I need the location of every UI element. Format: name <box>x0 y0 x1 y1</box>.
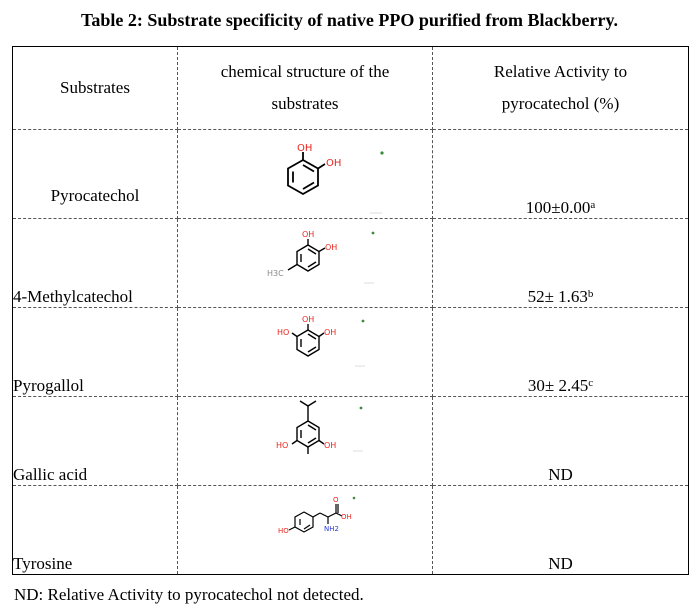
marker-dot <box>372 232 375 235</box>
chemical-structure-gallic-acid <box>178 397 433 486</box>
hydroxyl-label: OH <box>297 143 313 154</box>
marker-dot <box>362 320 365 323</box>
chemical-structure-pyrogallol <box>178 308 433 397</box>
methyl-label: H3C <box>267 269 284 278</box>
chemical-structure-4-methylcatechol <box>178 219 433 308</box>
substrate-name: Tyrosine <box>13 486 178 575</box>
table-header-row <box>13 47 689 130</box>
relative-activity: 30± 2.45$^c$ <box>433 308 689 397</box>
substrate-name: 4-Methylcatechol <box>13 219 178 308</box>
table-row <box>13 308 689 397</box>
hydroxyl-label: OH <box>325 243 338 252</box>
substrate-name: Gallic acid <box>13 397 178 486</box>
table-row <box>13 130 689 219</box>
substrate-table <box>12 46 689 575</box>
marker-dot <box>360 407 363 410</box>
hydroxyl-label: OH <box>324 441 337 450</box>
header-substrates: Substrates <box>13 47 178 130</box>
table-footnote: ND: Relative Activity to pyrocatechol not detected. <box>14 585 364 604</box>
table-caption: Table 2: Substrate specificity of native PPO purified from Blackberry. <box>81 10 618 30</box>
hydroxyl-label: OH <box>324 328 337 337</box>
relative-activity: 52± 1.63$^b$ <box>433 219 689 308</box>
chemical-structure-pyrocatechol <box>178 130 433 219</box>
gallic-acid-structure-drawing <box>178 397 433 486</box>
hydroxyl-label: OH <box>326 158 342 169</box>
table-row <box>13 486 689 575</box>
hydroxyl-label: OH <box>341 513 352 521</box>
table-row <box>13 397 689 486</box>
substrate-name: Pyrocatechol <box>13 130 178 219</box>
table-row <box>13 219 689 308</box>
hydroxyl-label: HO <box>278 527 289 535</box>
relative-activity: ND <box>433 397 689 486</box>
amine-label: NH2 <box>324 525 339 533</box>
hydroxyl-label: OH <box>302 315 315 324</box>
hydroxyl-label: OH <box>302 230 315 239</box>
chemical-structure-tyrosine <box>178 486 433 575</box>
pyrogallol-structure-drawing <box>178 308 433 397</box>
hydroxyl-label: HO <box>277 328 290 337</box>
header-activity: Relative Activity to pyrocatechol (%) <box>433 47 689 130</box>
relative-activity: ND <box>433 486 689 575</box>
carbonyl-label: O <box>333 496 339 504</box>
tyrosine-structure-drawing <box>178 486 433 575</box>
methylcatechol-structure-drawing <box>178 219 433 308</box>
header-structure: chemical structure of the substrates <box>178 47 433 130</box>
hydroxyl-label: HO <box>276 441 289 450</box>
relative-activity: 100±0.00$^a$ <box>433 130 689 219</box>
substrate-name: Pyrogallol <box>13 308 178 397</box>
pyrocatechol-structure-drawing <box>178 130 433 219</box>
marker-dot <box>380 151 383 154</box>
marker-dot <box>353 497 356 500</box>
